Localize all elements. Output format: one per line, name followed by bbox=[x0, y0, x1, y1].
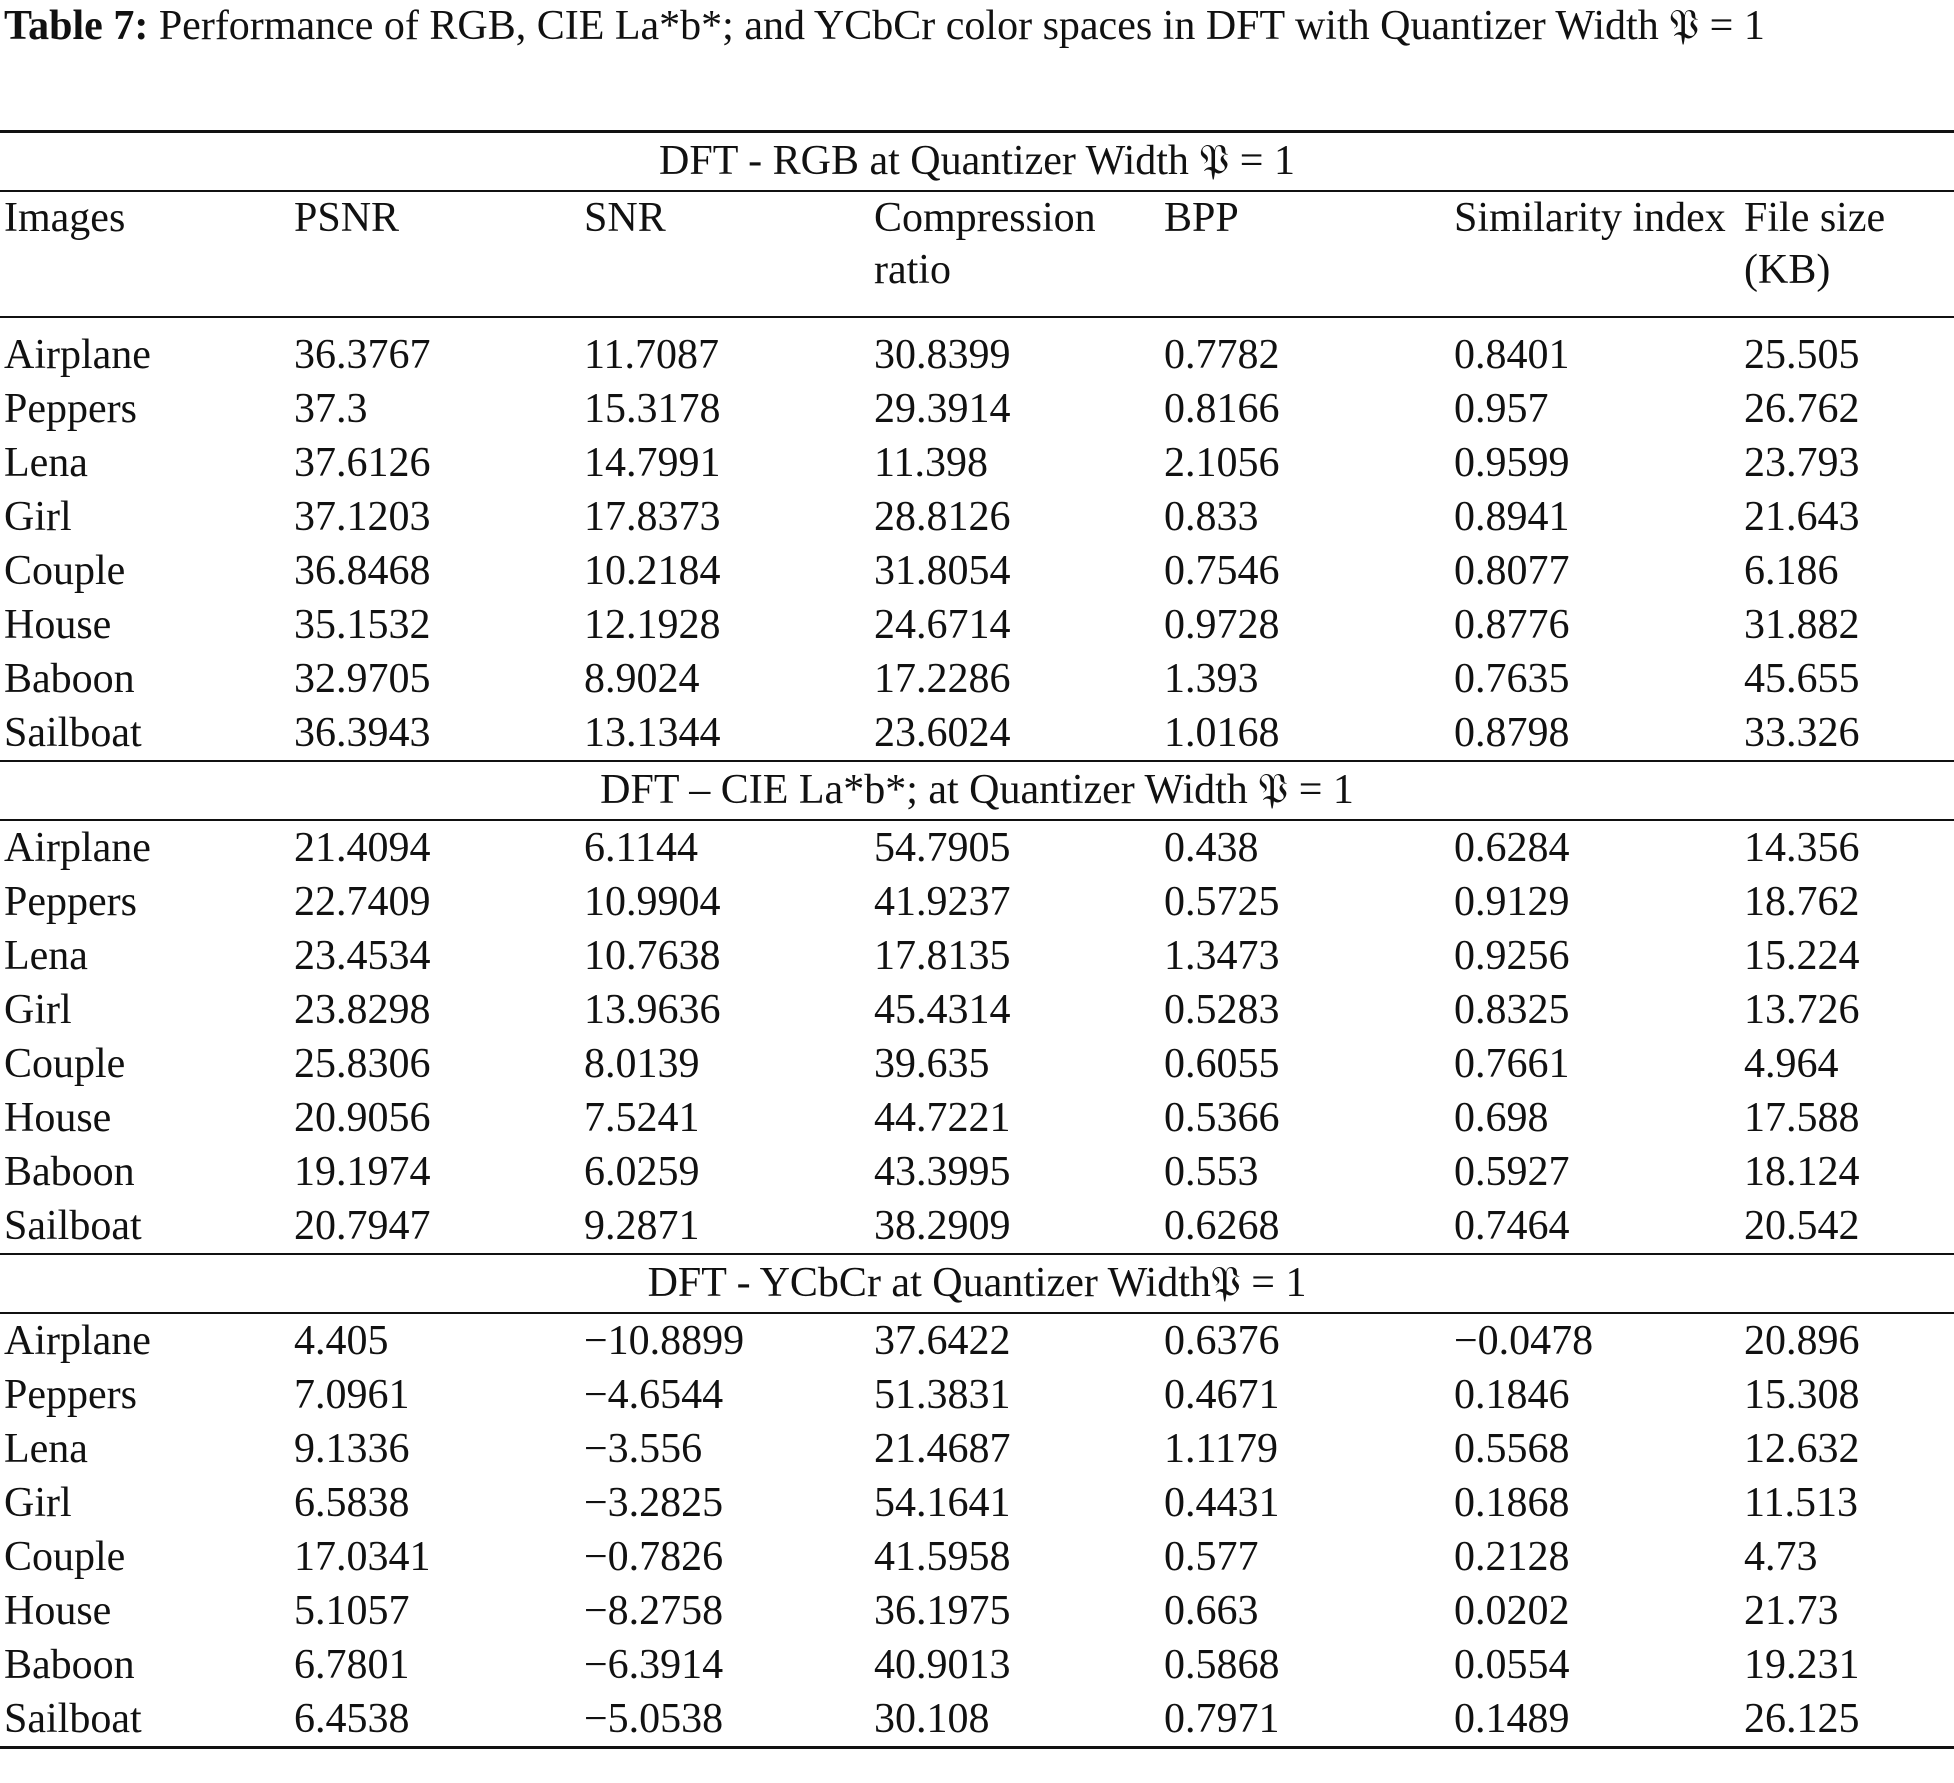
value-cell: 0.7782 bbox=[1164, 332, 1280, 378]
value-cell: 0.8798 bbox=[1454, 710, 1570, 756]
value-cell: −0.7826 bbox=[584, 1534, 724, 1580]
table-row bbox=[0, 1476, 1954, 1530]
value-cell: 7.0961 bbox=[294, 1372, 410, 1418]
value-cell: 4.73 bbox=[1744, 1534, 1818, 1580]
image-name-cell: House bbox=[4, 1095, 112, 1141]
value-cell: 13.726 bbox=[1744, 987, 1860, 1033]
table-row bbox=[0, 382, 1954, 436]
value-cell: 24.6714 bbox=[874, 602, 1011, 648]
value-cell: 0.5927 bbox=[1454, 1149, 1570, 1195]
value-cell: 0.8325 bbox=[1454, 987, 1570, 1033]
value-cell: −3.2825 bbox=[584, 1480, 724, 1526]
table-row bbox=[0, 1530, 1954, 1584]
value-cell: 0.957 bbox=[1454, 386, 1549, 432]
value-cell: 17.0341 bbox=[294, 1534, 431, 1580]
value-cell: 37.6422 bbox=[874, 1318, 1011, 1364]
value-cell: 39.635 bbox=[874, 1041, 990, 1087]
caption-text: Performance of RGB, CIE La*b*; and YCbCr color spaces in DFT with Quantizer Width 𝔓 = 1 bbox=[158, 3, 1765, 49]
value-cell: 8.0139 bbox=[584, 1041, 700, 1087]
value-cell: 6.4538 bbox=[290, 1692, 580, 1748]
value-cell: 40.9013 bbox=[874, 1642, 1011, 1688]
value-cell: 0.6055 bbox=[1164, 1041, 1280, 1087]
value-cell: 17.8135 bbox=[874, 933, 1011, 979]
value-cell: 35.1532 bbox=[294, 602, 431, 648]
image-name-cell: House bbox=[4, 602, 112, 648]
image-name-cell: Airplane bbox=[4, 1318, 151, 1364]
image-name-cell: Sailboat bbox=[0, 1692, 290, 1748]
value-cell: 51.3831 bbox=[874, 1372, 1011, 1418]
value-cell: 0.9129 bbox=[1454, 879, 1570, 925]
image-name-cell: Sailboat bbox=[4, 710, 142, 756]
value-cell: 0.7464 bbox=[1454, 1203, 1570, 1249]
table-row bbox=[0, 1422, 1954, 1476]
image-name-cell: Couple bbox=[4, 548, 126, 594]
image-name-cell: Airplane bbox=[4, 825, 151, 871]
image-name-cell: Couple bbox=[4, 1534, 126, 1580]
value-cell: 36.3767 bbox=[294, 332, 431, 378]
value-cell: 18.762 bbox=[1744, 879, 1860, 925]
caption-label: Table 7: bbox=[4, 3, 149, 49]
column-header: PSNR bbox=[290, 191, 580, 317]
value-cell: 45.655 bbox=[1744, 656, 1860, 702]
table-row bbox=[0, 1692, 1954, 1748]
results-table bbox=[0, 130, 1954, 1749]
value-cell: 0.577 bbox=[1164, 1534, 1259, 1580]
value-cell: 0.833 bbox=[1164, 494, 1259, 540]
image-name-cell: Baboon bbox=[4, 656, 135, 702]
image-name-cell: Couple bbox=[4, 1041, 126, 1087]
image-name-cell: Girl bbox=[4, 987, 72, 1033]
table-row bbox=[0, 1145, 1954, 1199]
value-cell: 15.308 bbox=[1744, 1372, 1860, 1418]
value-cell: 19.1974 bbox=[294, 1149, 431, 1195]
value-cell: 1.393 bbox=[1164, 656, 1259, 702]
value-cell: 11.513 bbox=[1744, 1480, 1858, 1526]
column-header: BPP bbox=[1160, 191, 1450, 317]
value-cell: 17.8373 bbox=[584, 494, 721, 540]
value-cell: 21.643 bbox=[1744, 494, 1860, 540]
image-name-cell: Airplane bbox=[4, 332, 151, 378]
value-cell: 22.7409 bbox=[294, 879, 431, 925]
value-cell: 29.3914 bbox=[874, 386, 1011, 432]
value-cell: 13.1344 bbox=[584, 710, 721, 756]
value-cell: −5.0538 bbox=[580, 1692, 870, 1748]
value-cell: 54.7905 bbox=[874, 825, 1011, 871]
value-cell: −0.0478 bbox=[1454, 1318, 1594, 1364]
value-cell: 20.7947 bbox=[294, 1203, 431, 1249]
value-cell: 23.8298 bbox=[294, 987, 431, 1033]
value-cell: 20.896 bbox=[1744, 1318, 1860, 1364]
table-row bbox=[0, 1368, 1954, 1422]
value-cell: 0.8077 bbox=[1454, 548, 1570, 594]
value-cell: 0.7635 bbox=[1454, 656, 1570, 702]
value-cell: 20.542 bbox=[1744, 1203, 1860, 1249]
value-cell: 0.5868 bbox=[1164, 1642, 1280, 1688]
value-cell: 25.8306 bbox=[294, 1041, 431, 1087]
value-cell: 0.5283 bbox=[1164, 987, 1280, 1033]
value-cell: 41.5958 bbox=[874, 1534, 1011, 1580]
value-cell: 0.663 bbox=[1164, 1588, 1259, 1634]
value-cell: 23.4534 bbox=[294, 933, 431, 979]
table-row bbox=[0, 1199, 1954, 1254]
value-cell: 0.8776 bbox=[1454, 602, 1570, 648]
table-row bbox=[0, 1091, 1954, 1145]
value-cell: 37.3 bbox=[294, 386, 368, 432]
image-name-cell: Lena bbox=[4, 933, 88, 979]
value-cell: 36.8468 bbox=[294, 548, 431, 594]
value-cell: 9.1336 bbox=[294, 1426, 410, 1472]
value-cell: 14.356 bbox=[1744, 825, 1860, 871]
value-cell: 31.8054 bbox=[874, 548, 1011, 594]
value-cell: 45.4314 bbox=[874, 987, 1011, 1033]
value-cell: 4.405 bbox=[294, 1318, 389, 1364]
value-cell: 23.6024 bbox=[874, 710, 1011, 756]
value-cell: 28.8126 bbox=[874, 494, 1011, 540]
table-row bbox=[0, 929, 1954, 983]
value-cell: 0.8166 bbox=[1164, 386, 1280, 432]
table-row bbox=[0, 983, 1954, 1037]
value-cell: 10.2184 bbox=[584, 548, 721, 594]
value-cell: 0.553 bbox=[1164, 1149, 1259, 1195]
value-cell: 36.3943 bbox=[294, 710, 431, 756]
value-cell: 21.4094 bbox=[294, 825, 431, 871]
spacer-cell bbox=[0, 317, 1954, 328]
value-cell: 6.0259 bbox=[584, 1149, 700, 1195]
value-cell: 6.186 bbox=[1744, 548, 1839, 594]
value-cell: 32.9705 bbox=[294, 656, 431, 702]
table-row bbox=[0, 1638, 1954, 1692]
image-name-cell: Peppers bbox=[4, 879, 137, 925]
section-title-row bbox=[0, 132, 1954, 192]
value-cell: −3.556 bbox=[584, 1426, 703, 1472]
table-row bbox=[0, 706, 1954, 761]
value-cell: 38.2909 bbox=[874, 1203, 1011, 1249]
value-cell: 26.125 bbox=[1740, 1692, 1954, 1748]
image-name-cell: House bbox=[4, 1588, 112, 1634]
value-cell: 26.762 bbox=[1744, 386, 1860, 432]
section-title: DFT – CIE La*b*; at Quantizer Width 𝔓 = 1 bbox=[0, 761, 1954, 820]
value-cell: 6.1144 bbox=[584, 825, 698, 871]
value-cell: 21.73 bbox=[1744, 1588, 1839, 1634]
column-header-row bbox=[0, 191, 1954, 317]
value-cell: −4.6544 bbox=[584, 1372, 724, 1418]
table-row bbox=[0, 875, 1954, 929]
value-cell: 6.5838 bbox=[294, 1480, 410, 1526]
value-cell: 0.8401 bbox=[1454, 332, 1570, 378]
value-cell: 0.4431 bbox=[1164, 1480, 1280, 1526]
table-row bbox=[0, 490, 1954, 544]
value-cell: 0.0202 bbox=[1454, 1588, 1570, 1634]
value-cell: 25.505 bbox=[1744, 332, 1860, 378]
value-cell: 0.9599 bbox=[1454, 440, 1570, 486]
value-cell: 1.3473 bbox=[1164, 933, 1280, 979]
image-name-cell: Peppers bbox=[4, 386, 137, 432]
value-cell: 10.7638 bbox=[584, 933, 721, 979]
table-row bbox=[0, 1584, 1954, 1638]
value-cell: 54.1641 bbox=[874, 1480, 1011, 1526]
table-row bbox=[0, 544, 1954, 598]
value-cell: 0.7971 bbox=[1160, 1692, 1450, 1748]
value-cell: 41.9237 bbox=[874, 879, 1011, 925]
table-row bbox=[0, 328, 1954, 382]
section-title-row bbox=[0, 761, 1954, 820]
value-cell: 37.1203 bbox=[294, 494, 431, 540]
value-cell: −8.2758 bbox=[584, 1588, 724, 1634]
image-name-cell: Baboon bbox=[4, 1149, 135, 1195]
image-name-cell: Girl bbox=[4, 494, 72, 540]
column-header: Compression ratio bbox=[870, 191, 1160, 317]
value-cell: 0.5568 bbox=[1454, 1426, 1570, 1472]
value-cell: 0.5725 bbox=[1164, 879, 1280, 925]
value-cell: −6.3914 bbox=[584, 1642, 724, 1688]
value-cell: 0.4671 bbox=[1164, 1372, 1280, 1418]
value-cell: 0.2128 bbox=[1454, 1534, 1570, 1580]
value-cell: 36.1975 bbox=[874, 1588, 1011, 1634]
value-cell: 0.6376 bbox=[1164, 1318, 1280, 1364]
value-cell: 44.7221 bbox=[874, 1095, 1011, 1141]
value-cell: 4.964 bbox=[1744, 1041, 1839, 1087]
value-cell: 9.2871 bbox=[584, 1203, 700, 1249]
value-cell: 0.1868 bbox=[1454, 1480, 1570, 1526]
value-cell: 19.231 bbox=[1744, 1642, 1860, 1688]
value-cell: 8.9024 bbox=[584, 656, 700, 702]
value-cell: 31.882 bbox=[1744, 602, 1860, 648]
value-cell: 14.7991 bbox=[584, 440, 721, 486]
table-row bbox=[0, 820, 1954, 875]
value-cell: 10.9904 bbox=[584, 879, 721, 925]
image-name-cell: Girl bbox=[4, 1480, 72, 1526]
value-cell: 12.632 bbox=[1744, 1426, 1860, 1472]
value-cell: 0.698 bbox=[1454, 1095, 1549, 1141]
image-name-cell: Baboon bbox=[4, 1642, 135, 1688]
value-cell: 18.124 bbox=[1744, 1149, 1860, 1195]
value-cell: 0.438 bbox=[1164, 825, 1259, 871]
value-cell: 0.9256 bbox=[1454, 933, 1570, 979]
header-spacer bbox=[0, 317, 1954, 328]
value-cell: 0.5366 bbox=[1164, 1095, 1280, 1141]
value-cell: 11.7087 bbox=[584, 332, 719, 378]
image-name-cell: Lena bbox=[4, 1426, 88, 1472]
table-body bbox=[0, 132, 1954, 1748]
value-cell: 20.9056 bbox=[294, 1095, 431, 1141]
table-row bbox=[0, 1313, 1954, 1368]
table-caption bbox=[4, 0, 1930, 53]
section-title: DFT - RGB at Quantizer Width 𝔓 = 1 bbox=[0, 132, 1954, 192]
value-cell: 17.588 bbox=[1744, 1095, 1860, 1141]
value-cell: 30.8399 bbox=[874, 332, 1011, 378]
value-cell: 0.1489 bbox=[1450, 1692, 1740, 1748]
image-name-cell: Sailboat bbox=[4, 1203, 142, 1249]
value-cell: −10.8899 bbox=[584, 1318, 745, 1364]
value-cell: 0.7661 bbox=[1454, 1041, 1570, 1087]
value-cell: 15.3178 bbox=[584, 386, 721, 432]
table-row bbox=[0, 1037, 1954, 1091]
image-name-cell: Lena bbox=[4, 440, 88, 486]
value-cell: 30.108 bbox=[870, 1692, 1160, 1748]
value-cell: 6.7801 bbox=[294, 1642, 410, 1688]
value-cell: 1.1179 bbox=[1164, 1426, 1278, 1472]
value-cell: 0.0554 bbox=[1454, 1642, 1570, 1688]
table-row bbox=[0, 436, 1954, 490]
column-header: Similarity index bbox=[1450, 191, 1740, 317]
column-header: SNR bbox=[580, 191, 870, 317]
table-row bbox=[0, 598, 1954, 652]
value-cell: 21.4687 bbox=[874, 1426, 1011, 1472]
value-cell: 7.5241 bbox=[584, 1095, 700, 1141]
value-cell: 2.1056 bbox=[1164, 440, 1280, 486]
section-title-row bbox=[0, 1254, 1954, 1313]
value-cell: 11.398 bbox=[874, 440, 988, 486]
value-cell: 15.224 bbox=[1744, 933, 1860, 979]
section-title: DFT - YCbCr at Quantizer Width𝔓 = 1 bbox=[0, 1254, 1954, 1313]
image-name-cell: Peppers bbox=[4, 1372, 137, 1418]
value-cell: 17.2286 bbox=[874, 656, 1011, 702]
value-cell: 23.793 bbox=[1744, 440, 1860, 486]
column-header: Images bbox=[0, 191, 290, 317]
value-cell: 0.1846 bbox=[1454, 1372, 1570, 1418]
value-cell: 0.6268 bbox=[1164, 1203, 1280, 1249]
column-header: File size (KB) bbox=[1740, 191, 1954, 317]
value-cell: 33.326 bbox=[1744, 710, 1860, 756]
value-cell: 0.6284 bbox=[1454, 825, 1570, 871]
table-row bbox=[0, 652, 1954, 706]
value-cell: 5.1057 bbox=[294, 1588, 410, 1634]
value-cell: 0.8941 bbox=[1454, 494, 1570, 540]
value-cell: 43.3995 bbox=[874, 1149, 1011, 1195]
value-cell: 1.0168 bbox=[1164, 710, 1280, 756]
value-cell: 0.9728 bbox=[1164, 602, 1280, 648]
value-cell: 12.1928 bbox=[584, 602, 721, 648]
value-cell: 0.7546 bbox=[1164, 548, 1280, 594]
value-cell: 37.6126 bbox=[294, 440, 431, 486]
value-cell: 13.9636 bbox=[584, 987, 721, 1033]
